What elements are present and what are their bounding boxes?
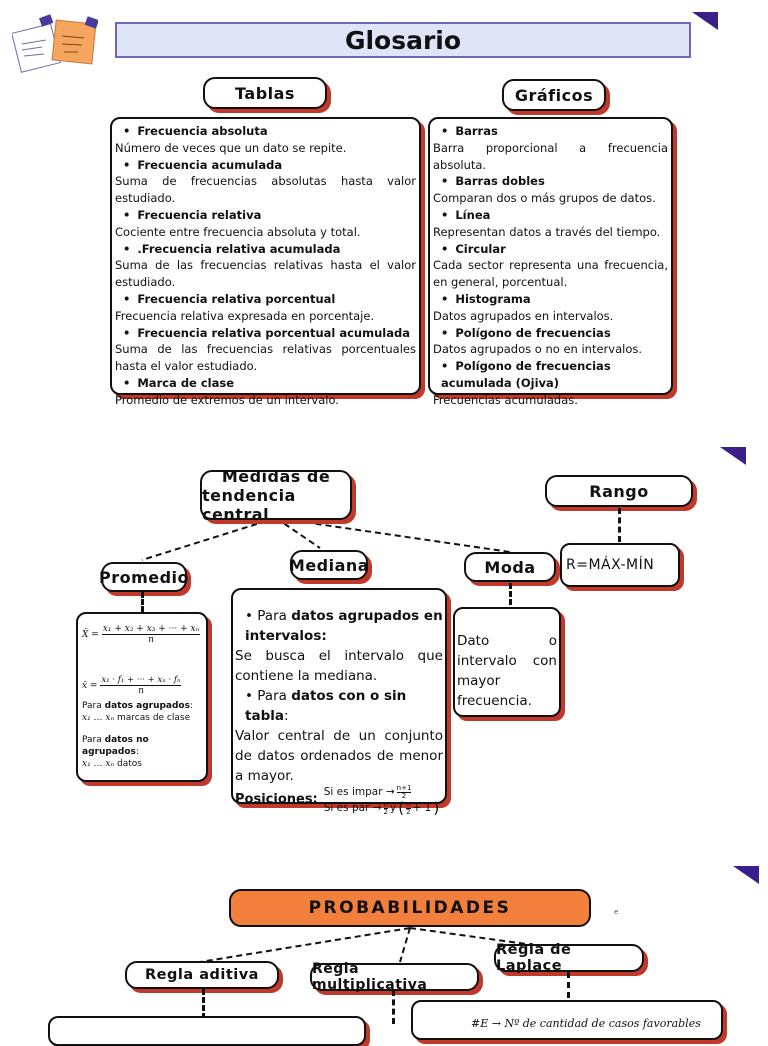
tablas-term: • Frecuencia acumulada bbox=[115, 157, 416, 174]
laplace-connector bbox=[567, 972, 570, 998]
moda-title: Moda bbox=[464, 552, 556, 582]
graficos-term: • Circular bbox=[433, 241, 668, 258]
graficos-definition: Datos agrupados o no en intervalos. bbox=[433, 342, 643, 357]
tablas-definition: Promedio de extremos de un intervalo. bbox=[115, 392, 339, 407]
aditiva-connector bbox=[202, 989, 205, 1019]
graficos-definition: Frecuencias acumuladas. bbox=[433, 392, 578, 407]
regla-multiplicativa-title: Regla multiplicativa bbox=[310, 963, 479, 991]
graficos-term: • Barras dobles bbox=[433, 173, 668, 190]
tablas-definition: Frecuencia relativa expresada en porcentaje. bbox=[115, 308, 375, 323]
section-title-graficos: Gráficos bbox=[502, 79, 606, 111]
mediana-posiciones: Posiciones: Si es impar → n+1 2 Si es par → n 2 y ( n 2 + 1 ) bbox=[235, 783, 440, 817]
small-mark: e bbox=[614, 908, 619, 916]
graficos-definition: Barra proporcional a frecuencia absoluta. bbox=[433, 140, 668, 172]
graficos-term: • Barras bbox=[433, 123, 668, 140]
mediana-text-1: Se busca el intervalo que contiene la mediana. bbox=[235, 648, 443, 684]
regla-laplace-box: #E → Nº de cantidad de casos favorables bbox=[411, 1000, 723, 1040]
mediana-text-2: Valor central de un conjunto de datos ordenados de menor a mayor. bbox=[235, 728, 443, 784]
tablas-term: • Frecuencia relativa bbox=[115, 207, 416, 224]
tablas-definition: Suma de frecuencias absolutas hasta valor estudiado. bbox=[115, 174, 416, 206]
section-title-tablas: Tablas bbox=[203, 77, 327, 109]
tablas-term: • Frecuencia absoluta bbox=[115, 123, 416, 140]
tablas-definition: Suma de las frecuencias relativas hasta el valor estudiado. bbox=[115, 258, 416, 290]
tablas-definition: Cociente entre frecuencia absoluta y total. bbox=[115, 224, 361, 239]
promedio-agrupados-note: Para datos agrupados: x₁ … xₙ marcas de clase bbox=[82, 701, 194, 723]
medidas-title: Medidas de tendencia central bbox=[200, 470, 352, 520]
graficos-definition: Cada sector representa una frecuencia, en general, porcentual. bbox=[433, 258, 668, 290]
rango-title: Rango bbox=[545, 475, 693, 507]
tablas-term: • Frecuencia relativa porcentual acumulada bbox=[115, 325, 416, 342]
multiplicativa-connector bbox=[392, 990, 395, 1024]
regla-aditiva-title: Regla aditiva bbox=[125, 961, 279, 989]
graficos-definition: Datos agrupados en intervalos. bbox=[433, 308, 614, 323]
promedio-title: Promedio bbox=[101, 562, 187, 592]
tablas-term: • .Frecuencia relativa acumulada bbox=[115, 241, 416, 258]
promedio-formula-2: x̄ = $\frac{\text{x₁ · f₁ + ··· + xₙ · fₙ}}{n}$ bbox=[82, 675, 181, 696]
tablas-definition: Número de veces que un dato se repite. bbox=[115, 140, 347, 155]
tablas-definition: Suma de las frecuencias relativas porcentuales hasta el valor estudiado. bbox=[115, 342, 416, 374]
promedio-no-agrupados-note: Para datos no agrupados: x₁ … xₙ datos bbox=[82, 735, 149, 769]
graficos-term: • Histograma bbox=[433, 291, 668, 308]
graficos-term: • Polígono de frecuencias acumulada (Ojiva) bbox=[433, 358, 668, 392]
mediana-title: Mediana bbox=[290, 550, 368, 580]
mediana-bullet-1: • Para datos agrupados en intervalos: bbox=[245, 608, 443, 644]
promedio-formula-1: X̄ = $\frac{\text{x₁ + x₂ + x₃ + ··· + xₙ}}{n}$ bbox=[82, 624, 200, 645]
page-title: Glosario bbox=[344, 25, 462, 55]
graficos-definition: Representan datos a través del tiempo. bbox=[433, 224, 661, 239]
graficos-term: • Línea bbox=[433, 207, 668, 224]
regla-aditiva-box bbox=[48, 1016, 366, 1046]
graficos-term: • Polígono de frecuencias bbox=[433, 325, 668, 342]
mediana-bullet-2: • Para datos con o sin tabla: bbox=[245, 688, 407, 724]
moda-box: Dato o intervalo con mayor frecuencia. bbox=[453, 607, 561, 717]
probabilidades-title: PROBABILIDADES bbox=[229, 889, 591, 927]
rango-formula-box: R=MÁX-MÍN bbox=[560, 543, 680, 587]
regla-laplace-title: Regla de Laplace bbox=[494, 944, 644, 972]
tablas-term: • Marca de clase bbox=[115, 375, 416, 392]
tablas-term: • Frecuencia relativa porcentual bbox=[115, 291, 416, 308]
graficos-definition: Comparan dos o más grupos de datos. bbox=[433, 191, 656, 206]
